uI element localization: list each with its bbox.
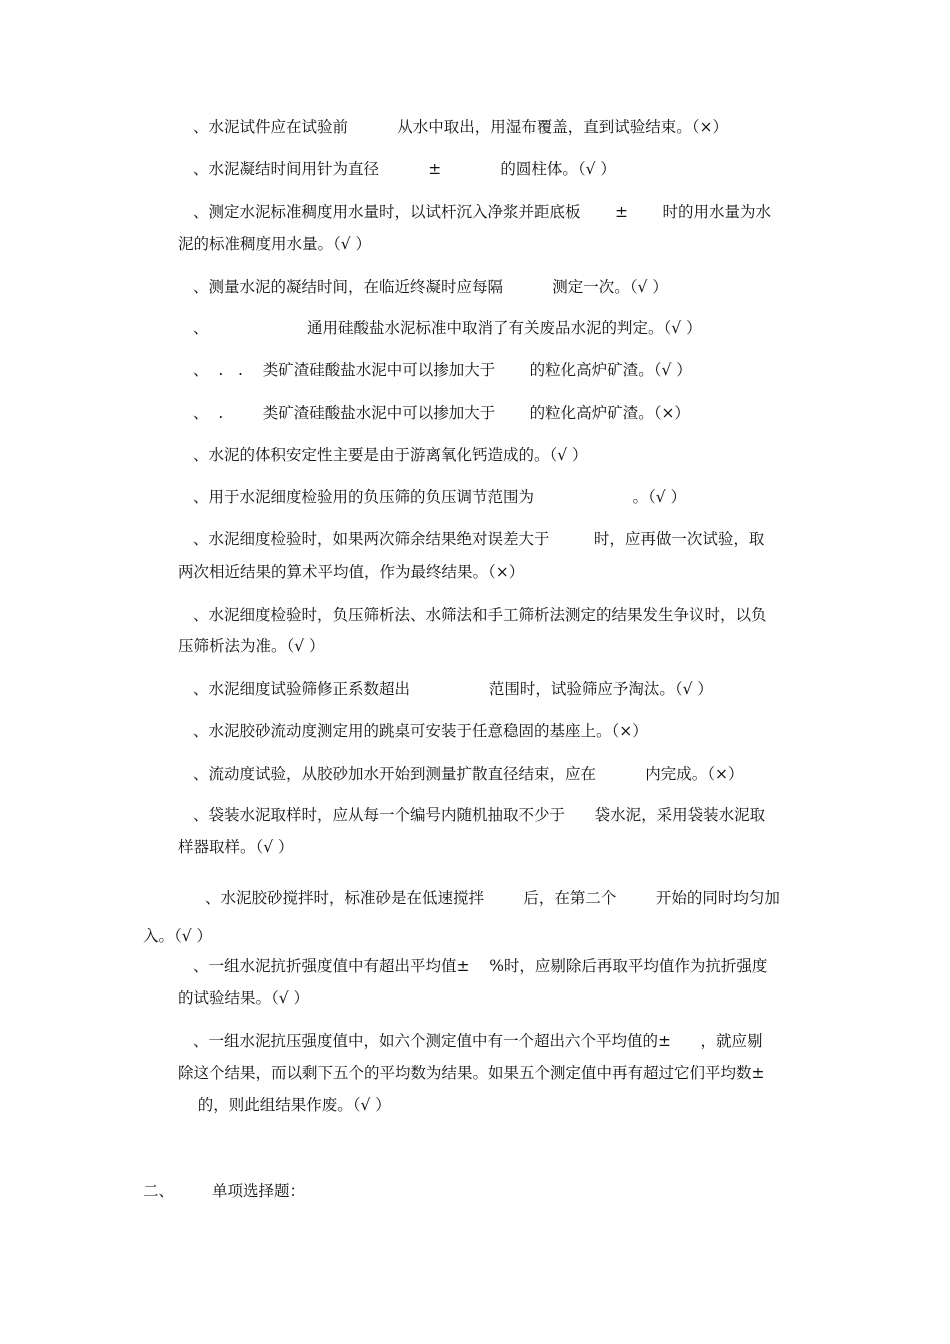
section-title: 单项选择题： <box>212 1182 306 1200</box>
question-17-line-2: 的试验结果。（√ ） <box>178 989 310 1007</box>
question-15-line-1: 、袋装水泥取样时，应从每一个编号内随机抽取不少于 袋水泥，采用袋装水泥取 <box>193 806 766 824</box>
question-15-line-2: 样器取样。（√ ） <box>178 838 294 856</box>
question-7-line-1: 、 . 类矿渣硅酸盐水泥中可以掺加大于 的粒化高炉矿渣。（×） <box>193 404 690 422</box>
question-10-line-1: 、水泥细度检验时，如果两次筛余结果绝对误差大于 时，应再做一次试验，取 <box>193 530 765 548</box>
question-5-line-1: 、 通用硅酸盐水泥标准中取消了有关废品水泥的判定。（√ ） <box>193 319 702 337</box>
question-8-line-1: 、水泥的体积安定性主要是由于游离氧化钙造成的。（√ ） <box>193 446 588 464</box>
section-number: 二、 <box>143 1182 175 1200</box>
question-9-line-1: 、用于水泥细度检验用的负压筛的负压调节范围为 。（√ ） <box>193 488 687 506</box>
question-3-line-2: 泥的标准稠度用水量。（√ ） <box>178 235 372 253</box>
question-18-line-1: 、一组水泥抗压强度值中，如六个测定值中有一个超出六个平均值的± ，就应剔 <box>193 1032 763 1050</box>
question-1-line-1: 、水泥试件应在试验前 从水中取出，用湿布覆盖，直到试验结束。（×） <box>193 118 729 136</box>
question-14-line-1: 、流动度试验，从胶砂加水开始到测量扩散直径结束，应在 内完成。（×） <box>193 765 744 783</box>
question-10-line-2: 两次相近结果的算术平均值，作为最终结果。（×） <box>178 563 525 581</box>
question-16-line-1: 、水泥胶砂搅拌时，标准砂是在低速搅拌 后，在第二个 开始的同时均匀加 <box>205 889 780 907</box>
question-17-line-1: 、一组水泥抗折强度值中有超出平均值± %时，应剔除后再取平均值作为抗折强度 <box>193 957 768 975</box>
question-2-line-1: 、水泥凝结时间用针为直径 ± 的圆柱体。（√ ） <box>193 160 616 178</box>
question-16-line-2: 入。（√ ） <box>143 927 213 945</box>
question-6-line-1: 、 . . 类矿渣硅酸盐水泥中可以掺加大于 的粒化高炉矿渣。（√ ） <box>193 361 692 379</box>
question-13-line-1: 、水泥胶砂流动度测定用的跳桌可安装于任意稳固的基座上。（×） <box>193 722 648 740</box>
question-18-line-3: 的，则此组结果作废。（√ ） <box>178 1096 391 1114</box>
question-12-line-1: 、水泥细度试验筛修正系数超出 范围时，试验筛应予淘汰。（√ ） <box>193 680 713 698</box>
question-11-line-2: 压筛析法为准。（√ ） <box>178 637 325 655</box>
question-3-line-1: 、测定水泥标准稠度用水量时，以试杆沉入净浆并距底板 ± 时的用水量为水 <box>193 203 771 221</box>
question-11-line-1: 、水泥细度检验时，负压筛析法、水筛法和手工筛析法测定的结果发生争议时，以负 <box>193 606 767 624</box>
question-4-line-1: 、测量水泥的凝结时间，在临近终凝时应每隔 测定一次。（√ ） <box>193 278 668 296</box>
question-18-line-2: 除这个结果，而以剩下五个的平均数为结果。如果五个测定值中再有超过它们平均数± <box>178 1064 765 1082</box>
